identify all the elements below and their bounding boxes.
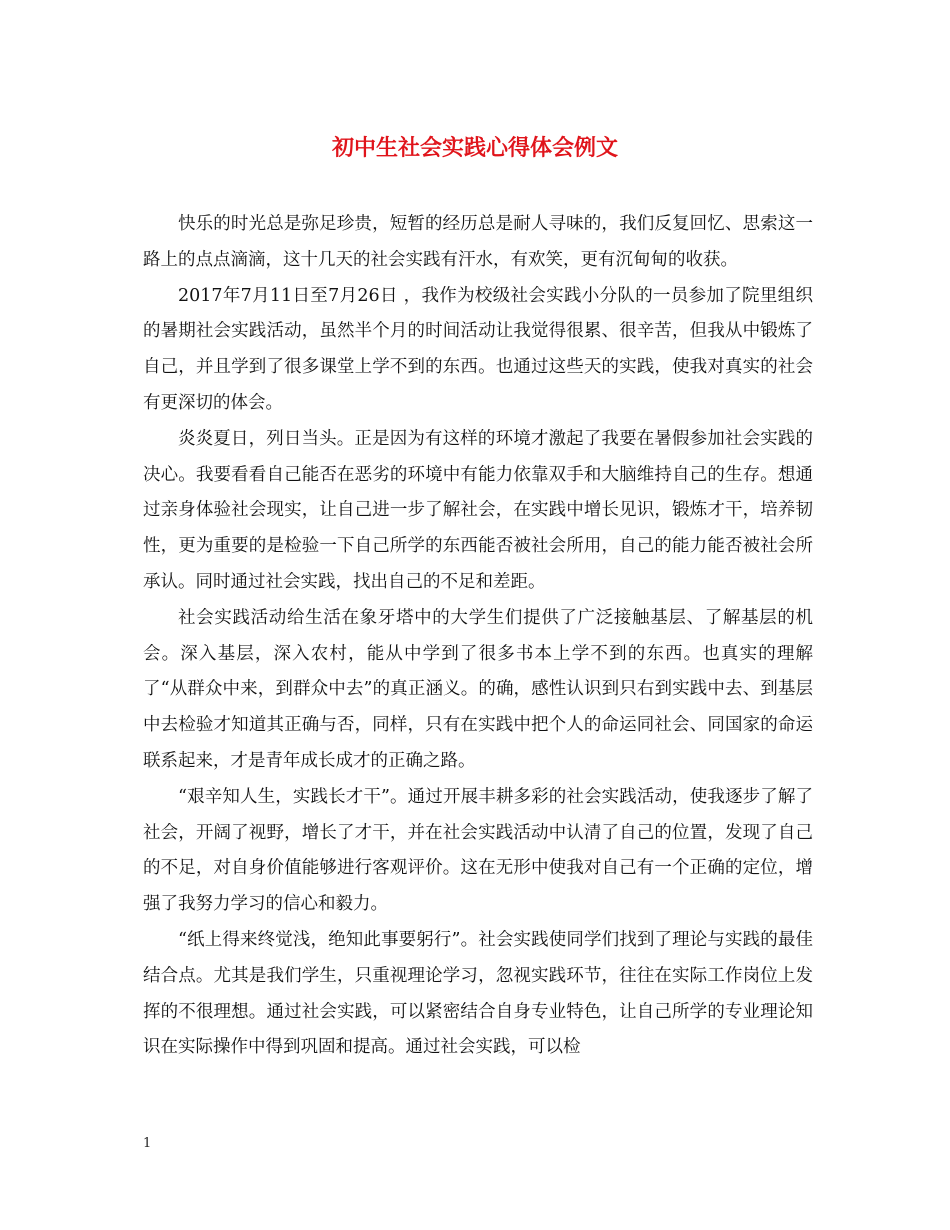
paragraph-1: 快乐的时光总是弥足珍贵，短暂的经历总是耐人寻味的，我们反复回忆、思索这一路上的点点滴滴，这十几天的社会实践有汗水，有欢笑，更有沉甸甸的收获。 [143,214,813,270]
document-body [143,207,813,1066]
paragraph-5: “艰辛知人生，实践长才干”。通过开展丰耕多彩的社会实践活动，使我逐步了解了社会，开阔了视野，增长了才干，并在社会实践活动中认清了自己的位置，发现了自己的不足，对自身价值能够进行客观评价。这在无形中使我对自己有一个正确的定位，增强了我努力学习的信心和毅力。 [143,786,813,915]
page-number: 1 [143,1136,152,1151]
paragraph-2: 2017年7月11日至7月26日 ，我作为校级社会实践小分队的一员参加了院里组织的暑期社会实践活动，虽然半个月的时间活动让我觉得很累、很辛苦，但我从中锻炼了自己，并且学到了很多课堂上学不到的东西。也通过这些天的实践，使我对真实的社会有更深切的体会。 [143,285,813,413]
paragraph-6: “纸上得来终觉浅，绝知此事要躬行”。社会实践使同学们找到了理论与实践的最佳结合点。尤其是我们学生，只重视理论学习，忽视实践环节，往往在实际工作岗位上发挥的不很理想。通过社会实践，可以紧密结合自身专业特色，让自己所学的专业理论知识在实际操作中得到巩固和提高。通过社会实践，可以检 [143,929,813,1058]
document-title: 初中生社会实践心得体会例文 [331,136,618,161]
paragraph-4: 社会实践活动给生活在象牙塔中的大学生们提供了广泛接触基层、了解基层的机会。深入基层，深入农村，能从中学到了很多书本上学不到的东西。也真实的理解了“从群众中来，到群众中去”的真正涵义。的确，感性认识到只右到实践中去、到基层中去检验才知道其正确与否，同样，只有在实践中把个人的命运同社会、同国家的命运联系起来，才是青年成长成才的正确之路。 [143,607,813,771]
paragraph-3: 炎炎夏日，列日当头。正是因为有这样的环境才激起了我要在暑假参加社会实践的决心。我要看看自己能否在恶劣的环境中有能力依靠双手和大脑维持自己的生存。想通过亲身体验社会现实，让自己进一步了解社会，在实践中增长见识，锻炼才干，培养韧性，更为重要的是检验一下自己所学的东西能否被社会所用，自己的能力能否被社会所承认。同时通过社会实践，找出自己的不足和差距。 [143,428,813,592]
